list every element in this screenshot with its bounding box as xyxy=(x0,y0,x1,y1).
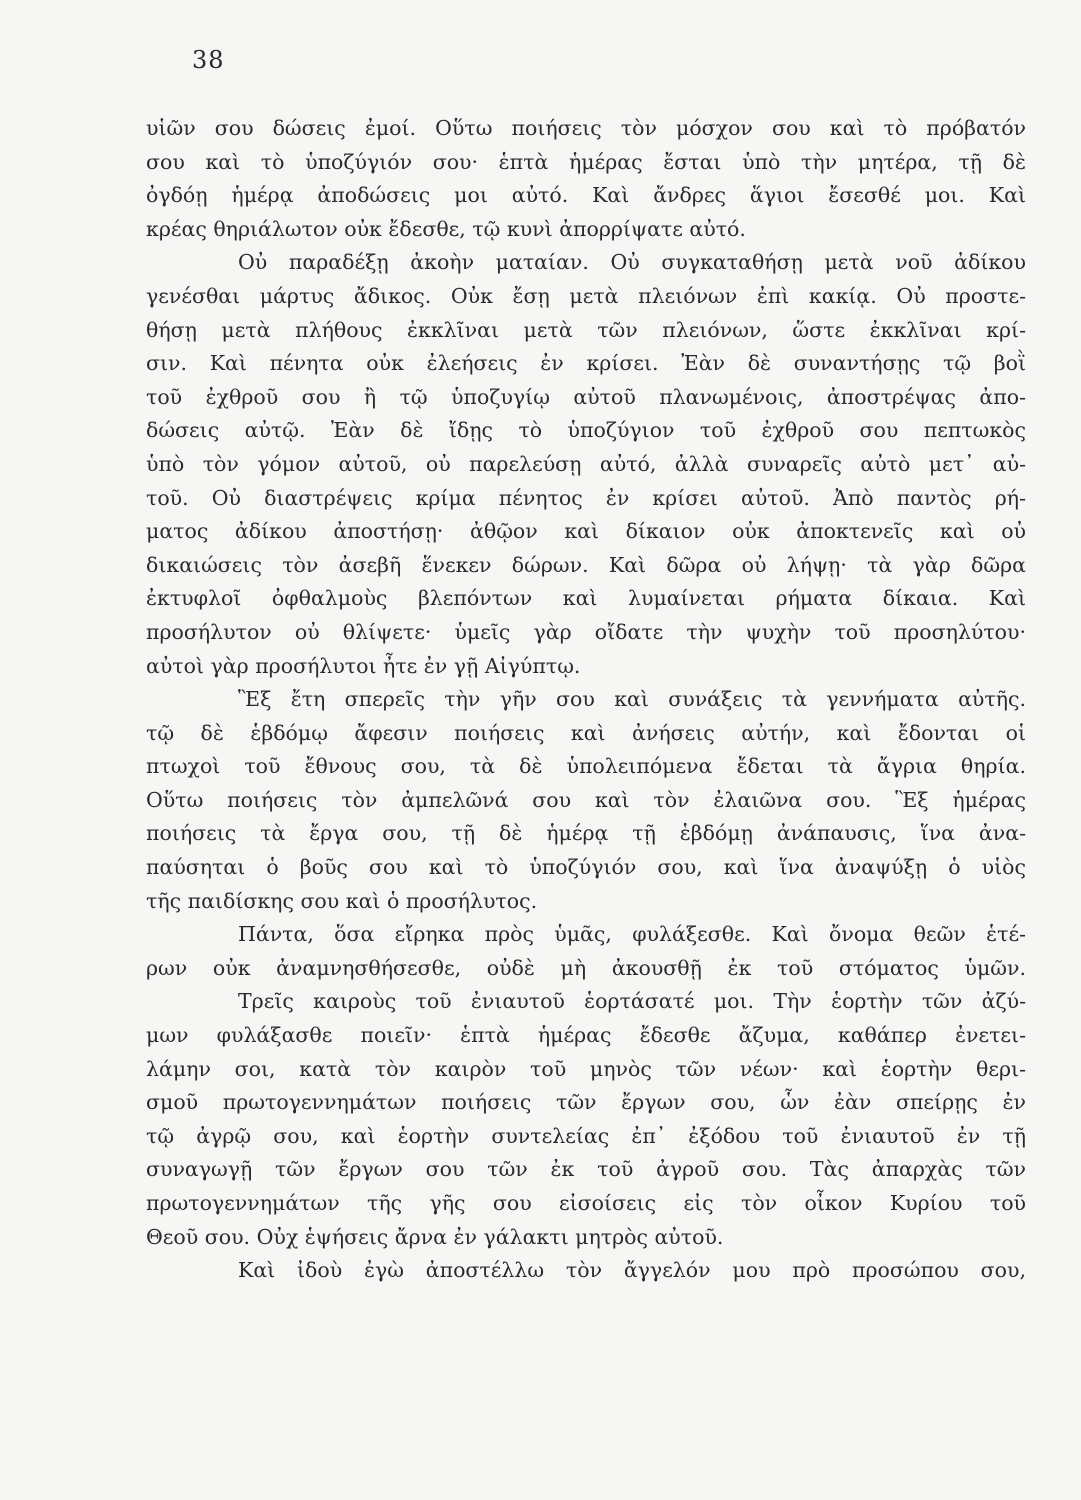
text-line: αὐτοὶ γὰρ προσήλυτοι ἦτε ἐν γῇ Αἰγύπτῳ. xyxy=(146,653,581,678)
text-line: προσήλυτον οὐ θλίψετε· ὑμεῖς γὰρ οἴδατε τὴν ψυχὴν τοῦ προσηλύτου· xyxy=(146,619,1026,644)
body-text xyxy=(146,112,1026,1288)
text-line: σμοῦ πρωτογεννημάτων ποιήσεις τῶν ἔργων σου, ὧν ἐὰν σπείρῃς ἐν xyxy=(146,1090,1026,1115)
text-line: λάμην σοι, κατὰ τὸν καιρὸν τοῦ μηνὸς τῶν νέων· καὶ ἑορτὴν θερι- xyxy=(146,1056,1026,1081)
text-line: τῷ ἀγρῷ σου, καὶ ἑορτὴν συντελείας ἐπ᾿ ἐξόδου τοῦ ἐνιαυτοῦ ἐν τῇ xyxy=(146,1123,1026,1148)
text-line: ματος ἀδίκου ἀποστήσῃ· ἀθῷον καὶ δίκαιον οὐκ ἀποκτενεῖς καὶ οὐ xyxy=(146,519,1026,544)
text-line: πτωχοὶ τοῦ ἔθνους σου, τὰ δὲ ὑπολειπόμενα ἔδεται τὰ ἄγρια θηρία. xyxy=(146,754,1026,779)
text-line: ποιήσεις τὰ ἔργα σου, τῇ δὲ ἡμέρᾳ τῇ ἑβδόμῃ ἀνάπαυσις, ἵνα ἀνα- xyxy=(146,821,1026,846)
text-line: παύσηται ὁ βοῦς σου καὶ τὸ ὑποζύγιόν σου, καὶ ἵνα ἀναψύξῃ ὁ υἱὸς xyxy=(146,855,1026,880)
text-line: Πάντα, ὅσα εἴρηκα πρὸς ὑμᾶς, φυλάξεσθε. Καὶ ὄνομα θεῶν ἑτέ- xyxy=(238,922,1026,947)
text-line: Θεοῦ σου. Οὐχ ἑψήσεις ἄρνα ἐν γάλακτι μητρὸς αὐτοῦ. xyxy=(146,1224,724,1249)
page-number: 38 xyxy=(192,46,225,74)
text-line: γενέσθαι μάρτυς ἄδικος. Οὐκ ἔσῃ μετὰ πλειόνων ἐπὶ κακίᾳ. Οὐ προστε- xyxy=(146,283,1026,308)
text-line: ὀγδόῃ ἡμέρᾳ ἀποδώσεις μοι αὐτό. Καὶ ἄνδρες ἅγιοι ἔσεσθέ μοι. Καὶ xyxy=(146,183,1026,208)
text-line: Τρεῖς καιροὺς τοῦ ἐνιαυτοῦ ἑορτάσατέ μοι. Τὴν ἑορτὴν τῶν ἀζύ- xyxy=(238,989,1026,1014)
text-line: κρέας θηριάλωτον οὐκ ἔδεσθε, τῷ κυνὶ ἀπορρίψατε αὐτό. xyxy=(146,216,746,241)
text-line: τῷ δὲ ἑβδόμῳ ἄφεσιν ποιήσεις καὶ ἀνήσεις αὐτήν, καὶ ἔδονται οἱ xyxy=(146,720,1026,745)
text-line: σου καὶ τὸ ὑποζύγιόν σου· ἑπτὰ ἡμέρας ἔσται ὑπὸ τὴν μητέρα, τῇ δὲ xyxy=(146,149,1026,174)
text-line: μων φυλάξασθε ποιεῖν· ἑπτὰ ἡμέρας ἔδεσθε ἄζυμα, καθάπερ ἐνετει- xyxy=(146,1023,1026,1048)
text-line: συναγωγῇ τῶν ἔργων σου τῶν ἐκ τοῦ ἀγροῦ σου. Τὰς ἀπαρχὰς τῶν xyxy=(146,1157,1026,1182)
text-line: Καὶ ἰδοὺ ἐγὼ ἀποστέλλω τὸν ἄγγελόν μου πρὸ προσώπου σου, xyxy=(238,1258,1026,1283)
text-line: Οὕτω ποιήσεις τὸν ἀμπελῶνά σου καὶ τὸν ἐλαιῶνα σου. Ἓξ ἡμέρας xyxy=(146,787,1026,812)
text-line: ὑπὸ τὸν γόμον αὐτοῦ, οὐ παρελεύσῃ αὐτό, ἀλλὰ συναρεῖς αὐτὸ μετ᾿ αὐ- xyxy=(146,451,1026,476)
text-line: σιν. Καὶ πένητα οὐκ ἐλεήσεις ἐν κρίσει. Ἐὰν δὲ συναντήσῃς τῷ βοῒ xyxy=(146,351,1026,376)
text-line: τοῦ ἐχθροῦ σου ἢ τῷ ὑποζυγίῳ αὐτοῦ πλανωμένοις, ἀποστρέψας ἀπο- xyxy=(146,384,1026,409)
text-line: Οὐ παραδέξῃ ἀκοὴν ματαίαν. Οὐ συγκαταθήσῃ μετὰ νοῦ ἀδίκου xyxy=(238,250,1026,275)
text-line: δικαιώσεις τὸν ἀσεβῆ ἕνεκεν δώρων. Καὶ δῶρα οὐ λήψῃ· τὰ γὰρ δῶρα xyxy=(146,552,1026,577)
text-line: δώσεις αὐτῷ. Ἐὰν δὲ ἴδῃς τὸ ὑποζύγιον τοῦ ἐχθροῦ σου πεπτωκὸς xyxy=(146,418,1026,443)
text-line: ρων οὐκ ἀναμνησθήσεσθε, οὐδὲ μὴ ἀκουσθῇ ἐκ τοῦ στόματος ὑμῶν. xyxy=(146,955,1026,980)
text-line: ἐκτυφλοῖ ὀφθαλμοὺς βλεπόντων καὶ λυμαίνεται ρήματα δίκαια. Καὶ xyxy=(146,586,1026,611)
text-line: θήσῃ μετὰ πλήθους ἐκκλῖναι μετὰ τῶν πλειόνων, ὥστε ἐκκλῖναι κρί- xyxy=(146,317,1026,342)
text-line: πρωτογεννημάτων τῆς γῆς σου εἰσοίσεις εἰς τὸν οἶκον Κυρίου τοῦ xyxy=(146,1191,1026,1215)
text-line: Ἓξ ἔτη σπερεῖς τὴν γῆν σου καὶ συνάξεις τὰ γεννήματα αὐτῆς. xyxy=(238,687,1026,712)
text-line: τοῦ. Οὐ διαστρέψεις κρίμα πένητος ἐν κρίσει αὐτοῦ. Ἀπὸ παντὸς ρή- xyxy=(146,485,1026,510)
text-line: τῆς παιδίσκης σου καὶ ὁ προσήλυτος. xyxy=(146,888,538,913)
text-line: υἱῶν σου δώσεις ἐμοί. Οὕτω ποιήσεις τὸν μόσχον σου καὶ τὸ πρόβατόν xyxy=(146,116,1026,140)
